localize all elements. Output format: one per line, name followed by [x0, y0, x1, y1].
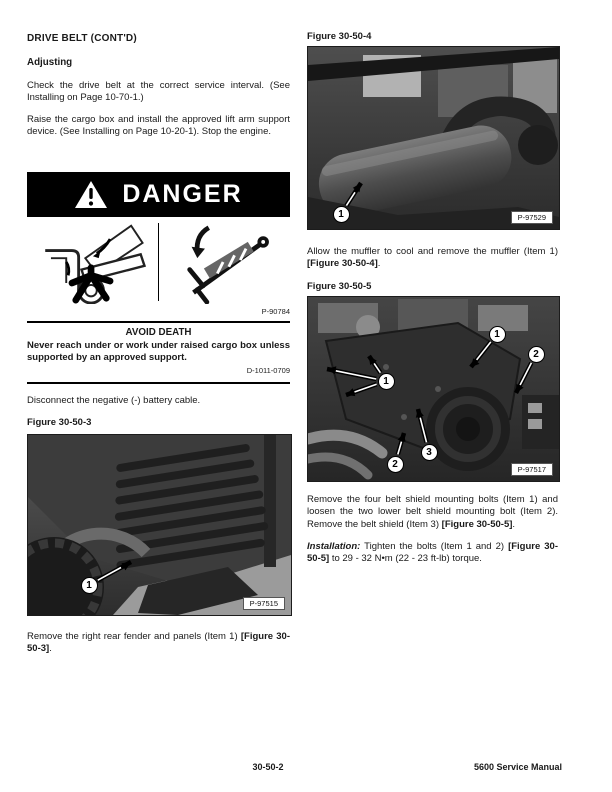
figure-4-label: Figure 30-50-4 — [307, 31, 372, 42]
danger-pictograms — [27, 219, 290, 305]
paragraph-text: Remove the four belt shield mounting bolts (Item 1) and loosen the two lower belt shield mounting bolt (Item 2). Remove the belt shield (Item 3) — [307, 494, 558, 530]
caption-figure-ref: [Figure 30-50-3] — [27, 631, 291, 655]
callout-3-badge: 3 — [421, 444, 438, 461]
warning-top-rule — [27, 321, 290, 323]
paragraph-check-belt: Check the drive belt at the correct service interval. (See Installing on Page 10-70-1.) — [27, 80, 290, 104]
callout-2-badge: 2 — [387, 456, 404, 473]
figure-3-photo-id: P-97515 — [243, 597, 285, 610]
figure-3-label: Figure 30-50-3 — [27, 417, 92, 428]
figure-5-label: Figure 30-50-5 — [307, 281, 372, 292]
callout-1-badge: 1 — [81, 577, 98, 594]
figure-5-photo-id: P-97517 — [511, 463, 553, 476]
paragraph-muffler — [307, 246, 558, 271]
paragraph-raise-cargo-box: Raise the cargo box and install the approved lift arm support device. (See Installing on Page 10-20-1). Stop the engine. — [27, 114, 290, 138]
figure-5-photo — [307, 296, 560, 482]
paragraph-text: to 29 - 32 N•m (22 - 23 ft-lb) torque. — [329, 553, 482, 565]
installation-label: Installation: — [307, 541, 361, 552]
section-heading: DRIVE BELT (CONT'D) — [27, 33, 137, 44]
callout-2-badge: 2 — [528, 346, 545, 363]
support-device-pictogram — [159, 219, 290, 305]
warning-bottom-rule — [27, 382, 290, 384]
crush-hazard-pictogram — [27, 219, 158, 305]
paragraph-period: . — [512, 518, 516, 530]
figure-ref: [Figure 30-50-4] — [307, 258, 378, 270]
pictogram-photo-id: P-90784 — [261, 307, 290, 316]
paragraph-text: Allow the muffler to cool and remove the muffler (Item 1) — [307, 246, 558, 257]
figure-ref: [Figure 30-50-5] — [307, 541, 558, 565]
warning-triangle-icon — [74, 180, 108, 210]
paragraph-belt-shield — [307, 494, 558, 531]
figure-ref: [Figure 30-50-5] — [441, 518, 513, 530]
paragraph-disconnect-battery: Disconnect the negative (-) battery cable. — [27, 395, 201, 406]
danger-banner — [27, 172, 290, 217]
paragraph-installation — [307, 541, 558, 566]
figure-4-photo — [307, 46, 560, 230]
danger-label: DANGER — [122, 180, 243, 208]
figure-3-photo — [27, 434, 292, 616]
caption-period: . — [49, 643, 52, 655]
subsection-heading: Adjusting — [27, 57, 73, 68]
caption-text: Remove the right rear fender and panels (Item 1) — [27, 631, 241, 642]
warning-title: AVOID DEATH — [125, 327, 192, 338]
paragraph-period: . — [377, 258, 381, 270]
decal-id: D-1011-0709 — [246, 366, 290, 375]
callout-1-badge: 1 — [333, 206, 350, 223]
figure-3-arrows — [28, 435, 291, 615]
figure-4-arrows — [308, 47, 559, 229]
paragraph-text: Tighten the bolts (Item 1 and 2) — [360, 541, 509, 552]
figure-4-photo-id: P-97529 — [511, 211, 553, 224]
callout-1-badge: 1 — [489, 326, 506, 343]
callout-1-badge: 1 — [378, 373, 395, 390]
footer-manual-title: 5600 Service Manual — [473, 762, 562, 772]
figure-3-caption — [27, 631, 290, 656]
warning-text: Never reach under or work under raised cargo box unless supported by an approved support. — [27, 340, 290, 364]
footer-page-number: 30-50-2 — [252, 762, 284, 772]
